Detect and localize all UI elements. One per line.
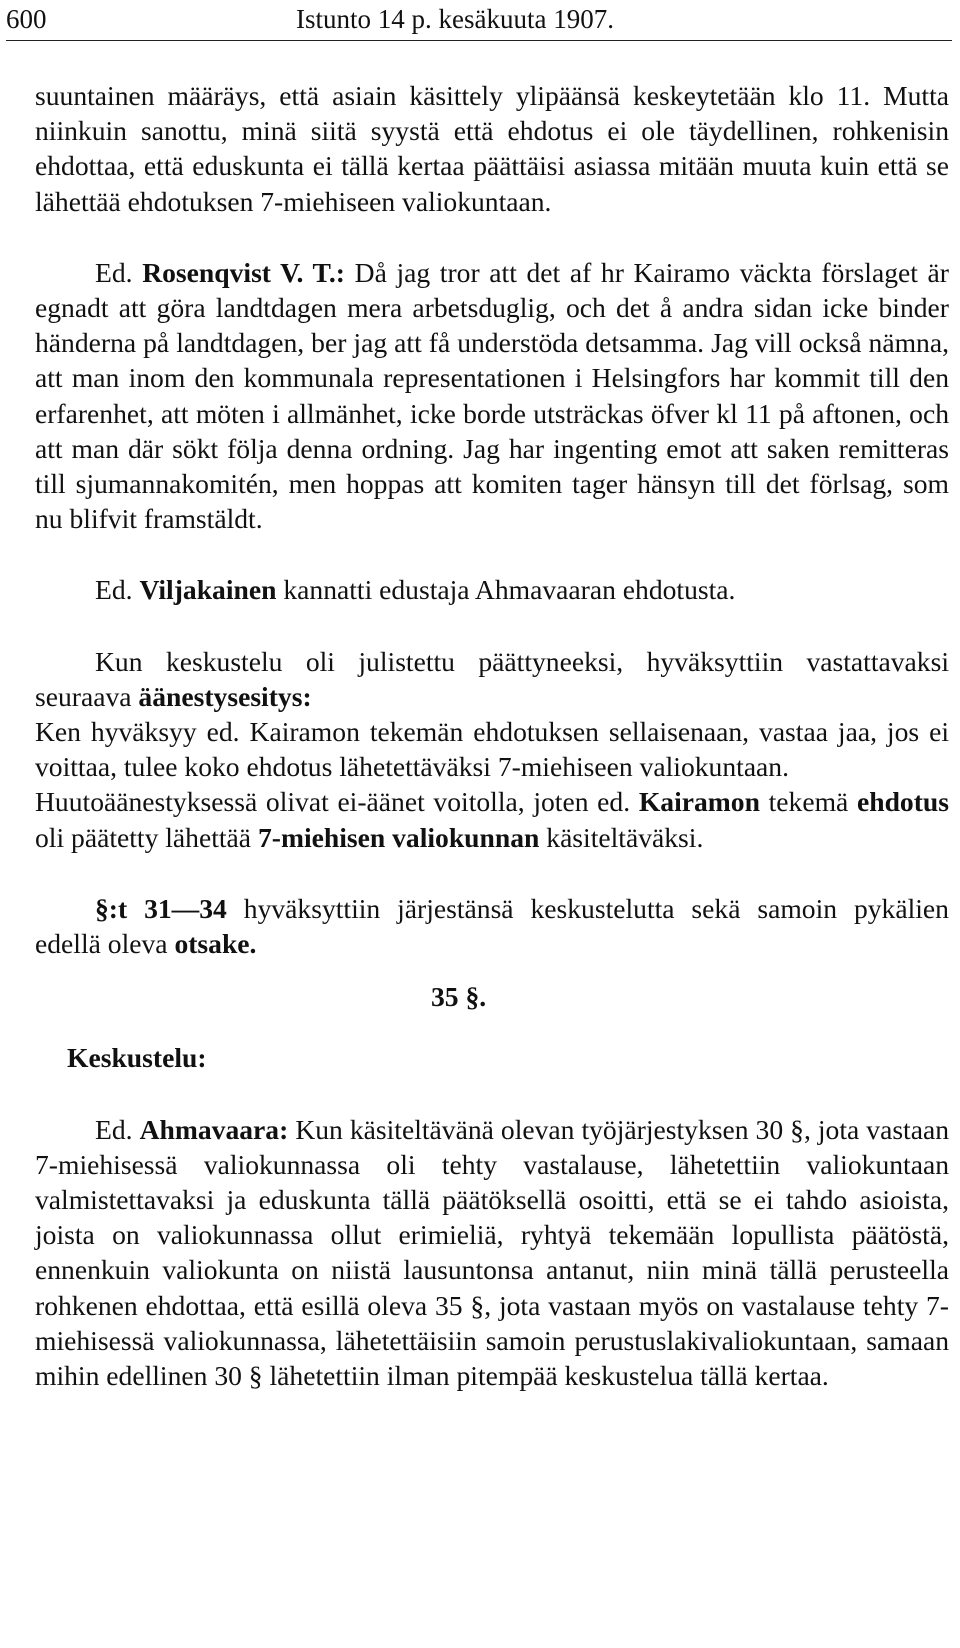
page-number: 600 xyxy=(6,4,47,34)
speaker-name: Rosenqvist V. T.: xyxy=(142,256,345,288)
paragraph-viljakainen xyxy=(35,572,949,607)
result-text: Huutoäänestyksessä olivat ei-äänet voitolla, joten ed. xyxy=(35,786,631,818)
paragraph-vote-proposal xyxy=(35,644,949,714)
page-header xyxy=(6,0,952,41)
paragraph-vote-question: Ken hyväksyy ed. Kairamon tekemän ehdotuksen sellaisenaan, vastaa jaa, jos ei voittaa, tulee koko ehdotus lähetettäväksi 7-miehiseen valiokuntaan. xyxy=(35,716,949,783)
paragraph-ahmavaara xyxy=(35,1112,949,1394)
speech-text: kannatti edustaja Ahmavaaran ehdotusta. xyxy=(283,574,736,606)
speech-text: Då jag tror att det af hr Kairamo väckta förslaget är egnadt att göra landtdagen mera arbetsduglig, och det å andra sidan icke binder händerna på landtdagen, ber jag att få understöda detsamma. Jag vill också nämna, att man inom den kommunala representationen i Helsingfors har kommit till den erfarenhet, att möten i allmänhet, icke borde utsträckas öfver kl 11 på aftonen, och att man där sökt följa denna ordning. Jag har ingenting emot att saken remitteras till sjumannakomitén, men hoppas att komiten tager hänsyn till det förlsag, som nu blifvit framstäldt. xyxy=(35,256,949,535)
heading-word: otsake. xyxy=(174,928,257,960)
paragraph-sections-approved xyxy=(35,891,949,961)
speech-text: Kun käsiteltävänä olevan työjärjestyksen 30 §, jota vastaan 7-miehisessä valiokunnassa oli tehty vastalause, lähetettiin valiokuntaan valmistettavaksi ja eduskunta tällä päätöksellä osoitti, että se ei tahdo asioista, joista on valiokunnassa ollut erimieliä, ryhtyä tekemään lopullista päätöstä, ennenkuin valiokunta on niistä lausuntonsa antanut, niin minä tällä perusteella rohkenen ehdottaa, että esillä oleva 35 §, jota vastaan myös on vastalause tehty 7-miehisessä valiokunnassa, lähetettäisiin samoin perustuslakivaliokuntaan, samaan mihin edellinen 30 § lähetettiin ilman pitempää keskustelua tällä kertaa. xyxy=(35,1113,950,1392)
result-text: käsiteltäväksi. xyxy=(546,821,704,853)
speaker-name: Viljakainen xyxy=(139,574,277,606)
paragraph-rosenqvist xyxy=(35,255,949,537)
result-text: tekemä xyxy=(768,786,849,818)
body-text xyxy=(35,78,949,1393)
result-text: oli päätetty lähettää xyxy=(35,821,252,853)
paragraph-continuation: suuntainen määräys, että asiain käsittely ylipäänsä keskeytetään klo 11. Mutta niinkuin sanottu, minä siitä syystä että ehdotus ei ole täydellinen, rohkenisin ehdottaa, että eduskunta ei tällä kertaa päättäisi asiassa mitään muuta kuin että se lähettää ehdotuksen 7-miehiseen valiokuntaan. xyxy=(35,80,949,217)
approval-text: hyväksyttiin järjestänsä keskustelutta sekä samoin pykälien edellä oleva xyxy=(35,892,949,960)
result-name: Kairamon xyxy=(638,786,760,818)
discussion-heading: Keskustelu: xyxy=(67,1042,207,1074)
speaker-prefix: Ed. xyxy=(95,256,133,288)
proposal-text: Kun keskustelu oli julistettu päättyneeksi, hyväksyttiin vastattavaksi seuraava xyxy=(35,645,949,712)
speaker-prefix: Ed. xyxy=(95,1113,133,1145)
running-title: Istunto 14 p. kesäkuuta 1907. xyxy=(296,4,614,34)
section-range: §:t 31—34 xyxy=(95,892,227,924)
speaker-prefix: Ed. xyxy=(95,574,133,606)
proposal-label: äänestysesitys: xyxy=(138,680,312,712)
paragraph-vote-result xyxy=(35,784,949,854)
result-bold: ehdotus xyxy=(856,786,949,818)
section-heading: 35 §. xyxy=(431,981,487,1013)
result-bold: 7-miehisen valiokunnan xyxy=(257,821,540,853)
speaker-name: Ahmavaara: xyxy=(139,1113,289,1145)
